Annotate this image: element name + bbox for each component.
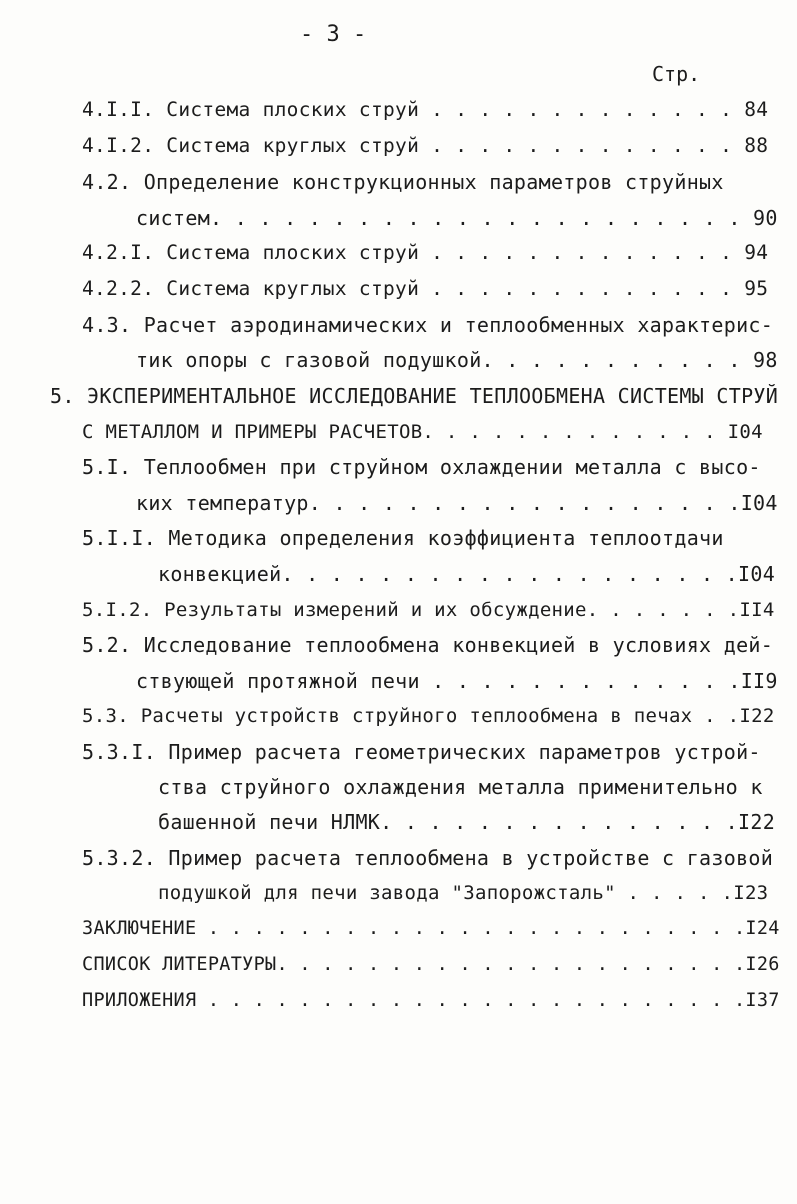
toc-entry-5-1: 5.I. Теплообмен при струйном охлаждении металла с высо- [82, 455, 761, 479]
toc-entry-5: 5. ЭКСПЕРИМЕНТАЛЬНОЕ ИССЛЕДОВАНИЕ ТЕПЛООБМЕНА СИСТЕМЫ СТРУЙ [50, 384, 779, 408]
toc-entry-conclusion: ЗАКЛЮЧЕНИЕ . . . . . . . . . . . . . . . . . . . . . . . .I24 [82, 918, 780, 939]
toc-entry-5-1-cont: ких температур. . . . . . . . . . . . . . . . . .I04 [136, 491, 778, 515]
toc-entry-5-3: 5.3. Расчеты устройств струйного теплообмена в печах . .I22 [82, 705, 775, 727]
toc-entry-5-3-1: 5.3.I. Пример расчета геометрических параметров устрой- [82, 740, 761, 764]
toc-entry-4-2-1: 4.2.I. Система плоских струй . . . . . . . . . . . . . 94 [82, 241, 769, 264]
page-column-label: Стр. [652, 62, 701, 86]
toc-entry-5-1-1-cont: конвекцией. . . . . . . . . . . . . . . . . . .I04 [158, 562, 776, 586]
toc-entry-5-3-2: 5.3.2. Пример расчета теплообмена в устройстве с газовой [82, 846, 774, 870]
toc-entry-4-1-1: 4.I.I. Система плоских струй . . . . . . . . . . . . . 84 [82, 98, 769, 121]
toc-entry-5-3-1-cont: ства струйного охлаждения металла применительно к [158, 775, 763, 799]
toc-entry-5-2: 5.2. Исследование теплообмена конвекцией в условиях дей- [82, 633, 774, 657]
page-number: - 3 - [300, 22, 367, 47]
toc-entry-5-1-2: 5.I.2. Результаты измерений и их обсуждение. . . . . . .II4 [82, 599, 775, 621]
toc-entry-4-2-cont: систем. . . . . . . . . . . . . . . . . . . . . . 90 [136, 206, 778, 230]
toc-entry-4-3: 4.3. Расчет аэродинамических и теплообменных характерис- [82, 313, 774, 337]
toc-entry-5-cont: С МЕТАЛЛОМ И ПРИМЕРЫ РАСЧЕТОВ. . . . . . . . . . . . . I04 [82, 421, 763, 443]
toc-entry-5-3-1-cont2: башенной печи НЛМК. . . . . . . . . . . . . . .I22 [158, 810, 776, 834]
toc-entry-5-3-2-cont: подушкой для печи завода "Запорожсталь" . . . . .I23 [158, 882, 769, 904]
toc-entry-4-2: 4.2. Определение конструкционных параметров струйных [82, 170, 724, 194]
toc-entry-5-2-cont: ствующей протяжной печи . . . . . . . . . . . . .II9 [136, 669, 778, 693]
toc-entry-appendices: ПРИЛОЖЕНИЯ . . . . . . . . . . . . . . . . . . . . . . . .I37 [82, 990, 780, 1011]
toc-entry-4-3-cont: тик опоры с газовой подушкой. . . . . . . . . . . 98 [136, 348, 778, 372]
toc-entry-5-1-1: 5.I.I. Методика определения коэффициента теплоотдачи [82, 526, 724, 550]
toc-entry-4-1-2: 4.I.2. Система круглых струй . . . . . . . . . . . . . 88 [82, 134, 769, 157]
toc-entry-4-2-2: 4.2.2. Система круглых струй . . . . . . . . . . . . . 95 [82, 277, 769, 300]
toc-entry-references: СПИСОК ЛИТЕРАТУРЫ. . . . . . . . . . . . . . . . . . . . .I26 [82, 954, 780, 975]
